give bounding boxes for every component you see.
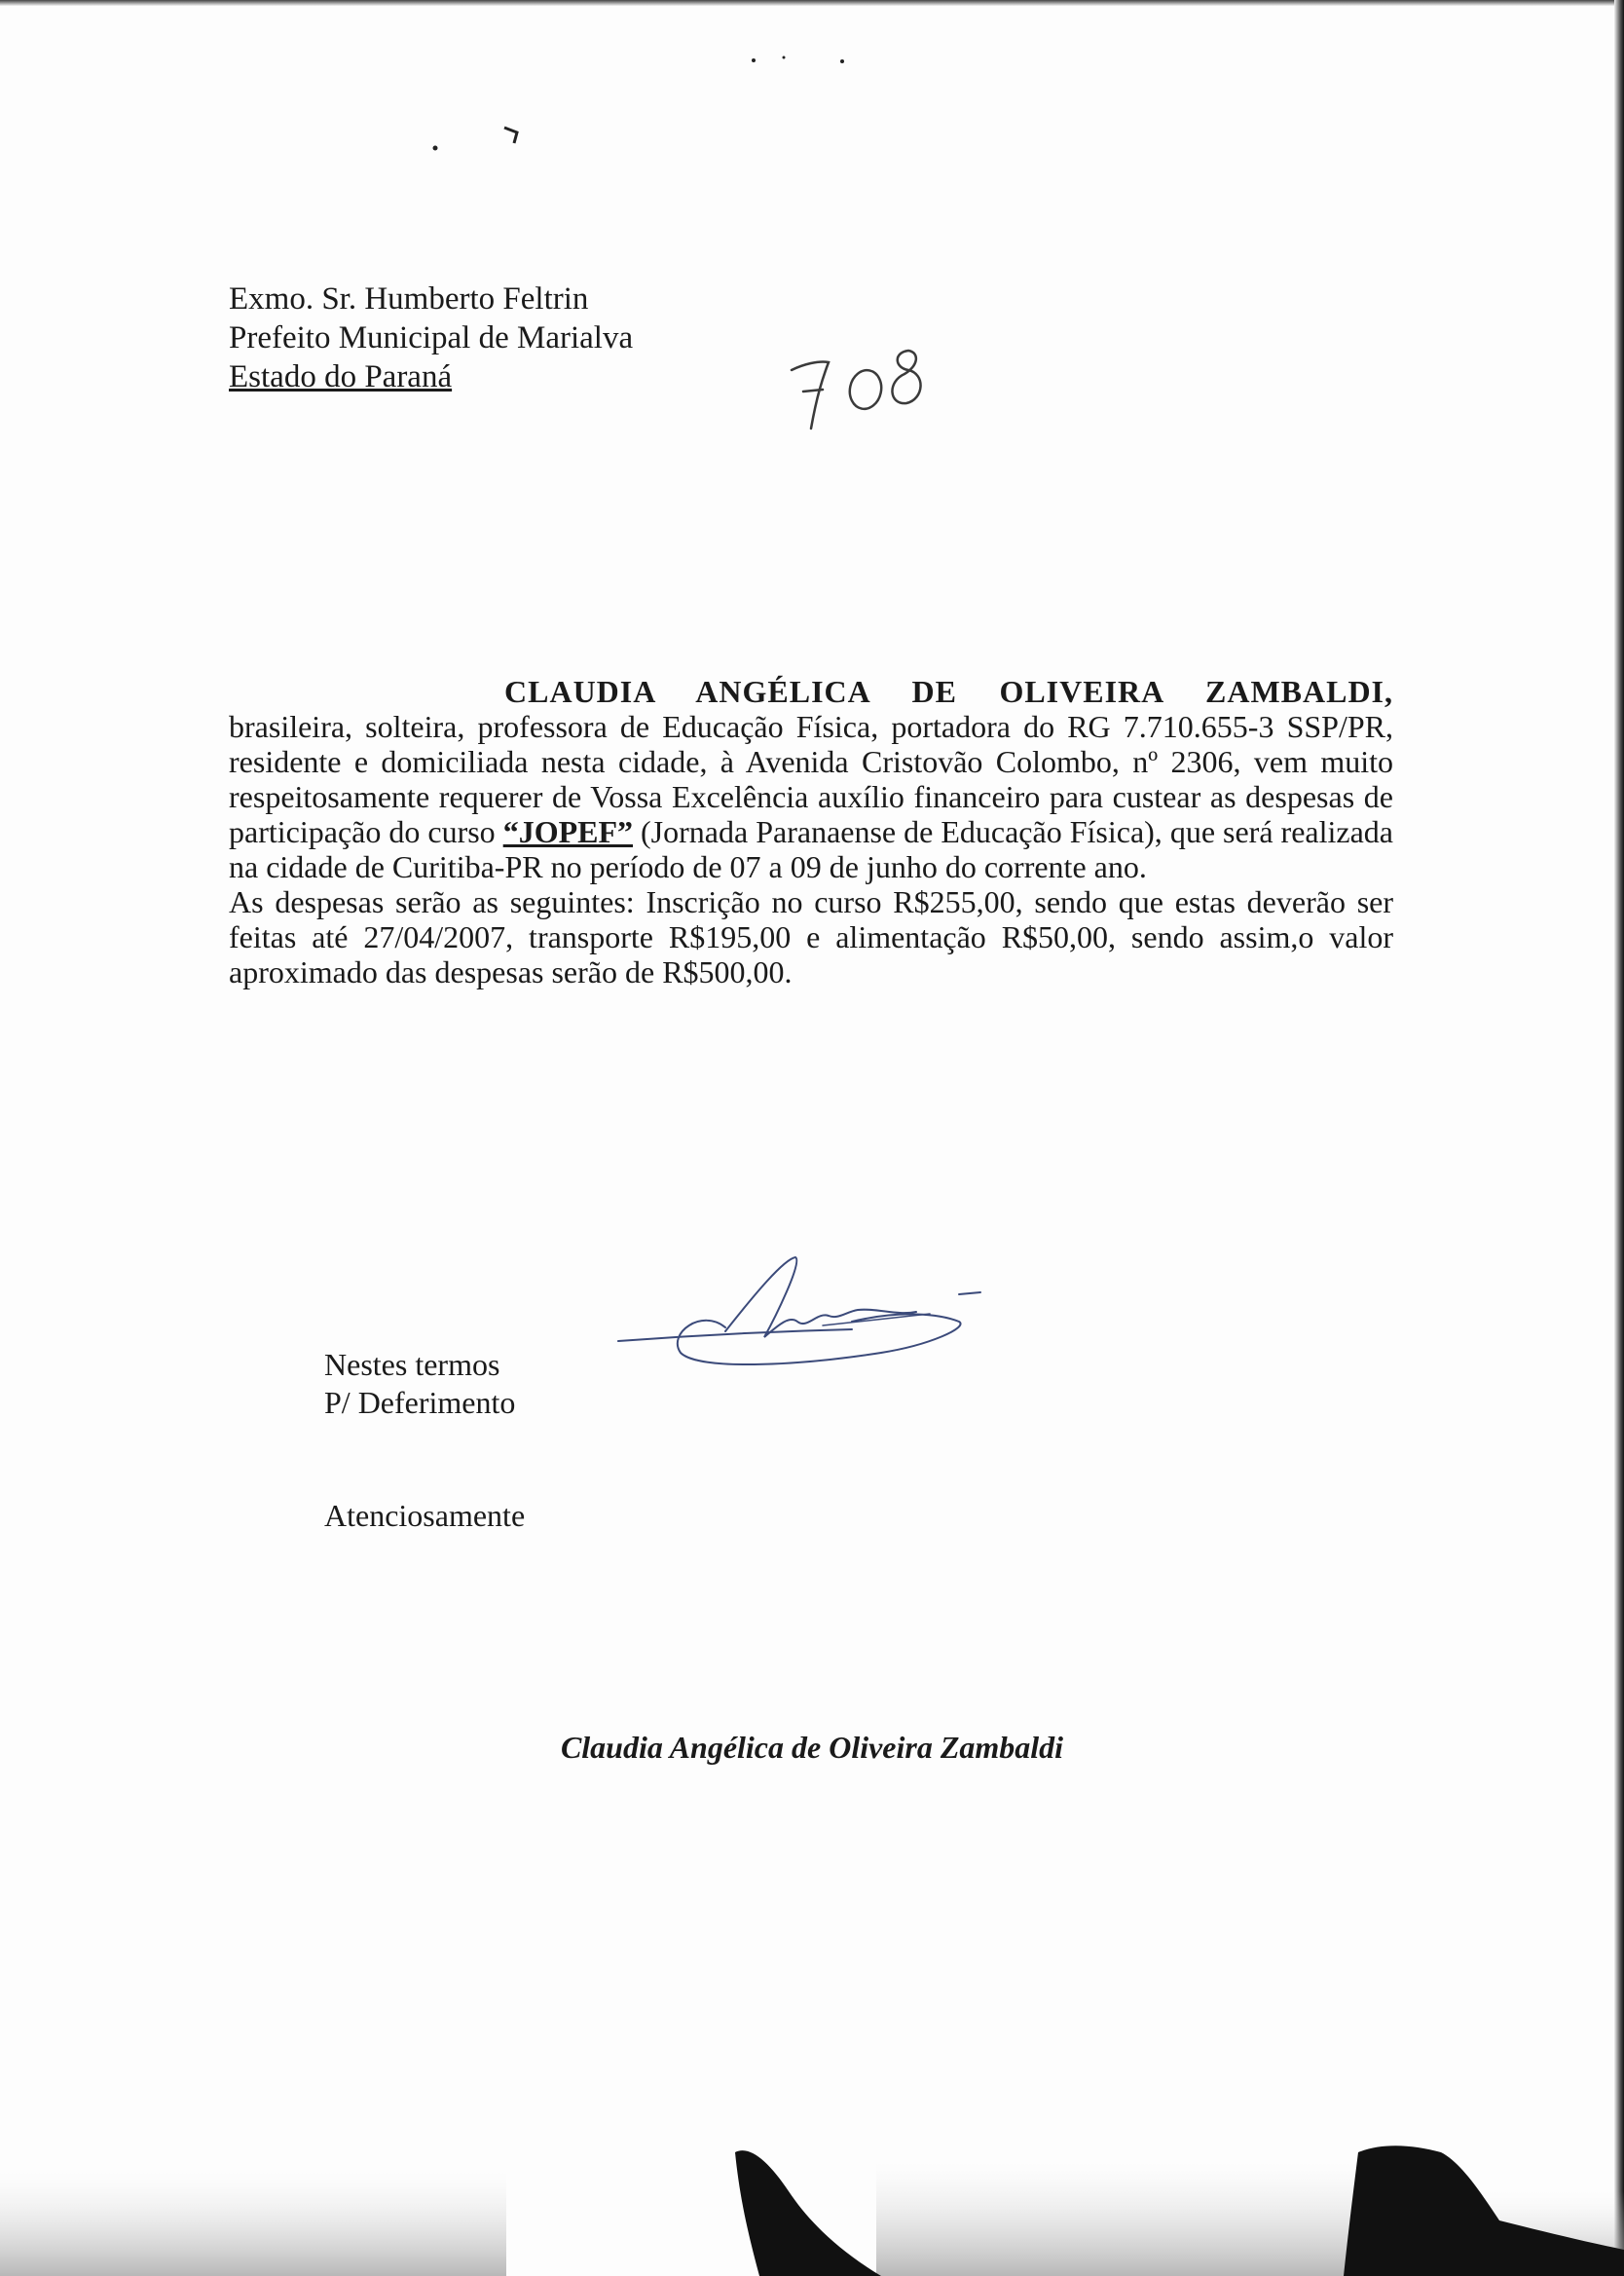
request-text-part2: (Jornada Paranaense de Educação Física), que será realizada na cidade de Curitiba-PR no período de 07 a 09 de junho do corrente ano.	[229, 814, 1394, 884]
request-paragraph	[229, 709, 1393, 884]
closing-block	[324, 1346, 515, 1422]
applicant-name-text: CLAUDIA ANGÉLICA DE OLIVEIRA ZAMBALDI,	[504, 674, 1393, 709]
request-body	[229, 674, 1393, 989]
typed-signature-name: Claudia Angélica de Oliveira Zambaldi	[560, 1730, 1064, 1765]
addressee-block	[229, 280, 633, 396]
addressee-title: Prefeito Municipal de Marialva	[229, 320, 634, 355]
course-name: “JOPEF”	[502, 814, 634, 849]
closing-terms: Nestes termos	[324, 1347, 500, 1382]
handwritten-signature	[609, 1251, 1056, 1378]
request-text-part1: brasileira, solteira, professora de Educação Física, portadora do RG 7.710.655-3 SSP/PR, residente e domiciliada nesta cidade, à Avenida Cristovão Colombo, nº 2306, vem muito respeitosamente requerer de Vossa Excelência auxílio financeiro para custear as despesas de participação do curso	[229, 709, 1393, 849]
addressee-state: Estado do Paraná	[229, 359, 453, 394]
expenses-paragraph: As despesas serão as seguintes: Inscrição no curso R$255,00, sendo que estas deverão ser feitas até 27/04/2007, transporte R$195,00 e alimentação R$50,00, sendo assim,o valor aproximado das despesas serão de R$500,00.	[229, 884, 1393, 989]
applicant-name	[229, 674, 1393, 709]
closing-regards: Atenciosamente	[324, 1498, 526, 1533]
closing-deferment: P/ Deferimento	[324, 1385, 516, 1420]
addressee-name: Exmo. Sr. Humberto Feltrin	[229, 281, 589, 317]
scan-bottom-artifacts	[0, 2133, 1624, 2276]
handwritten-protocol-number	[784, 331, 940, 438]
